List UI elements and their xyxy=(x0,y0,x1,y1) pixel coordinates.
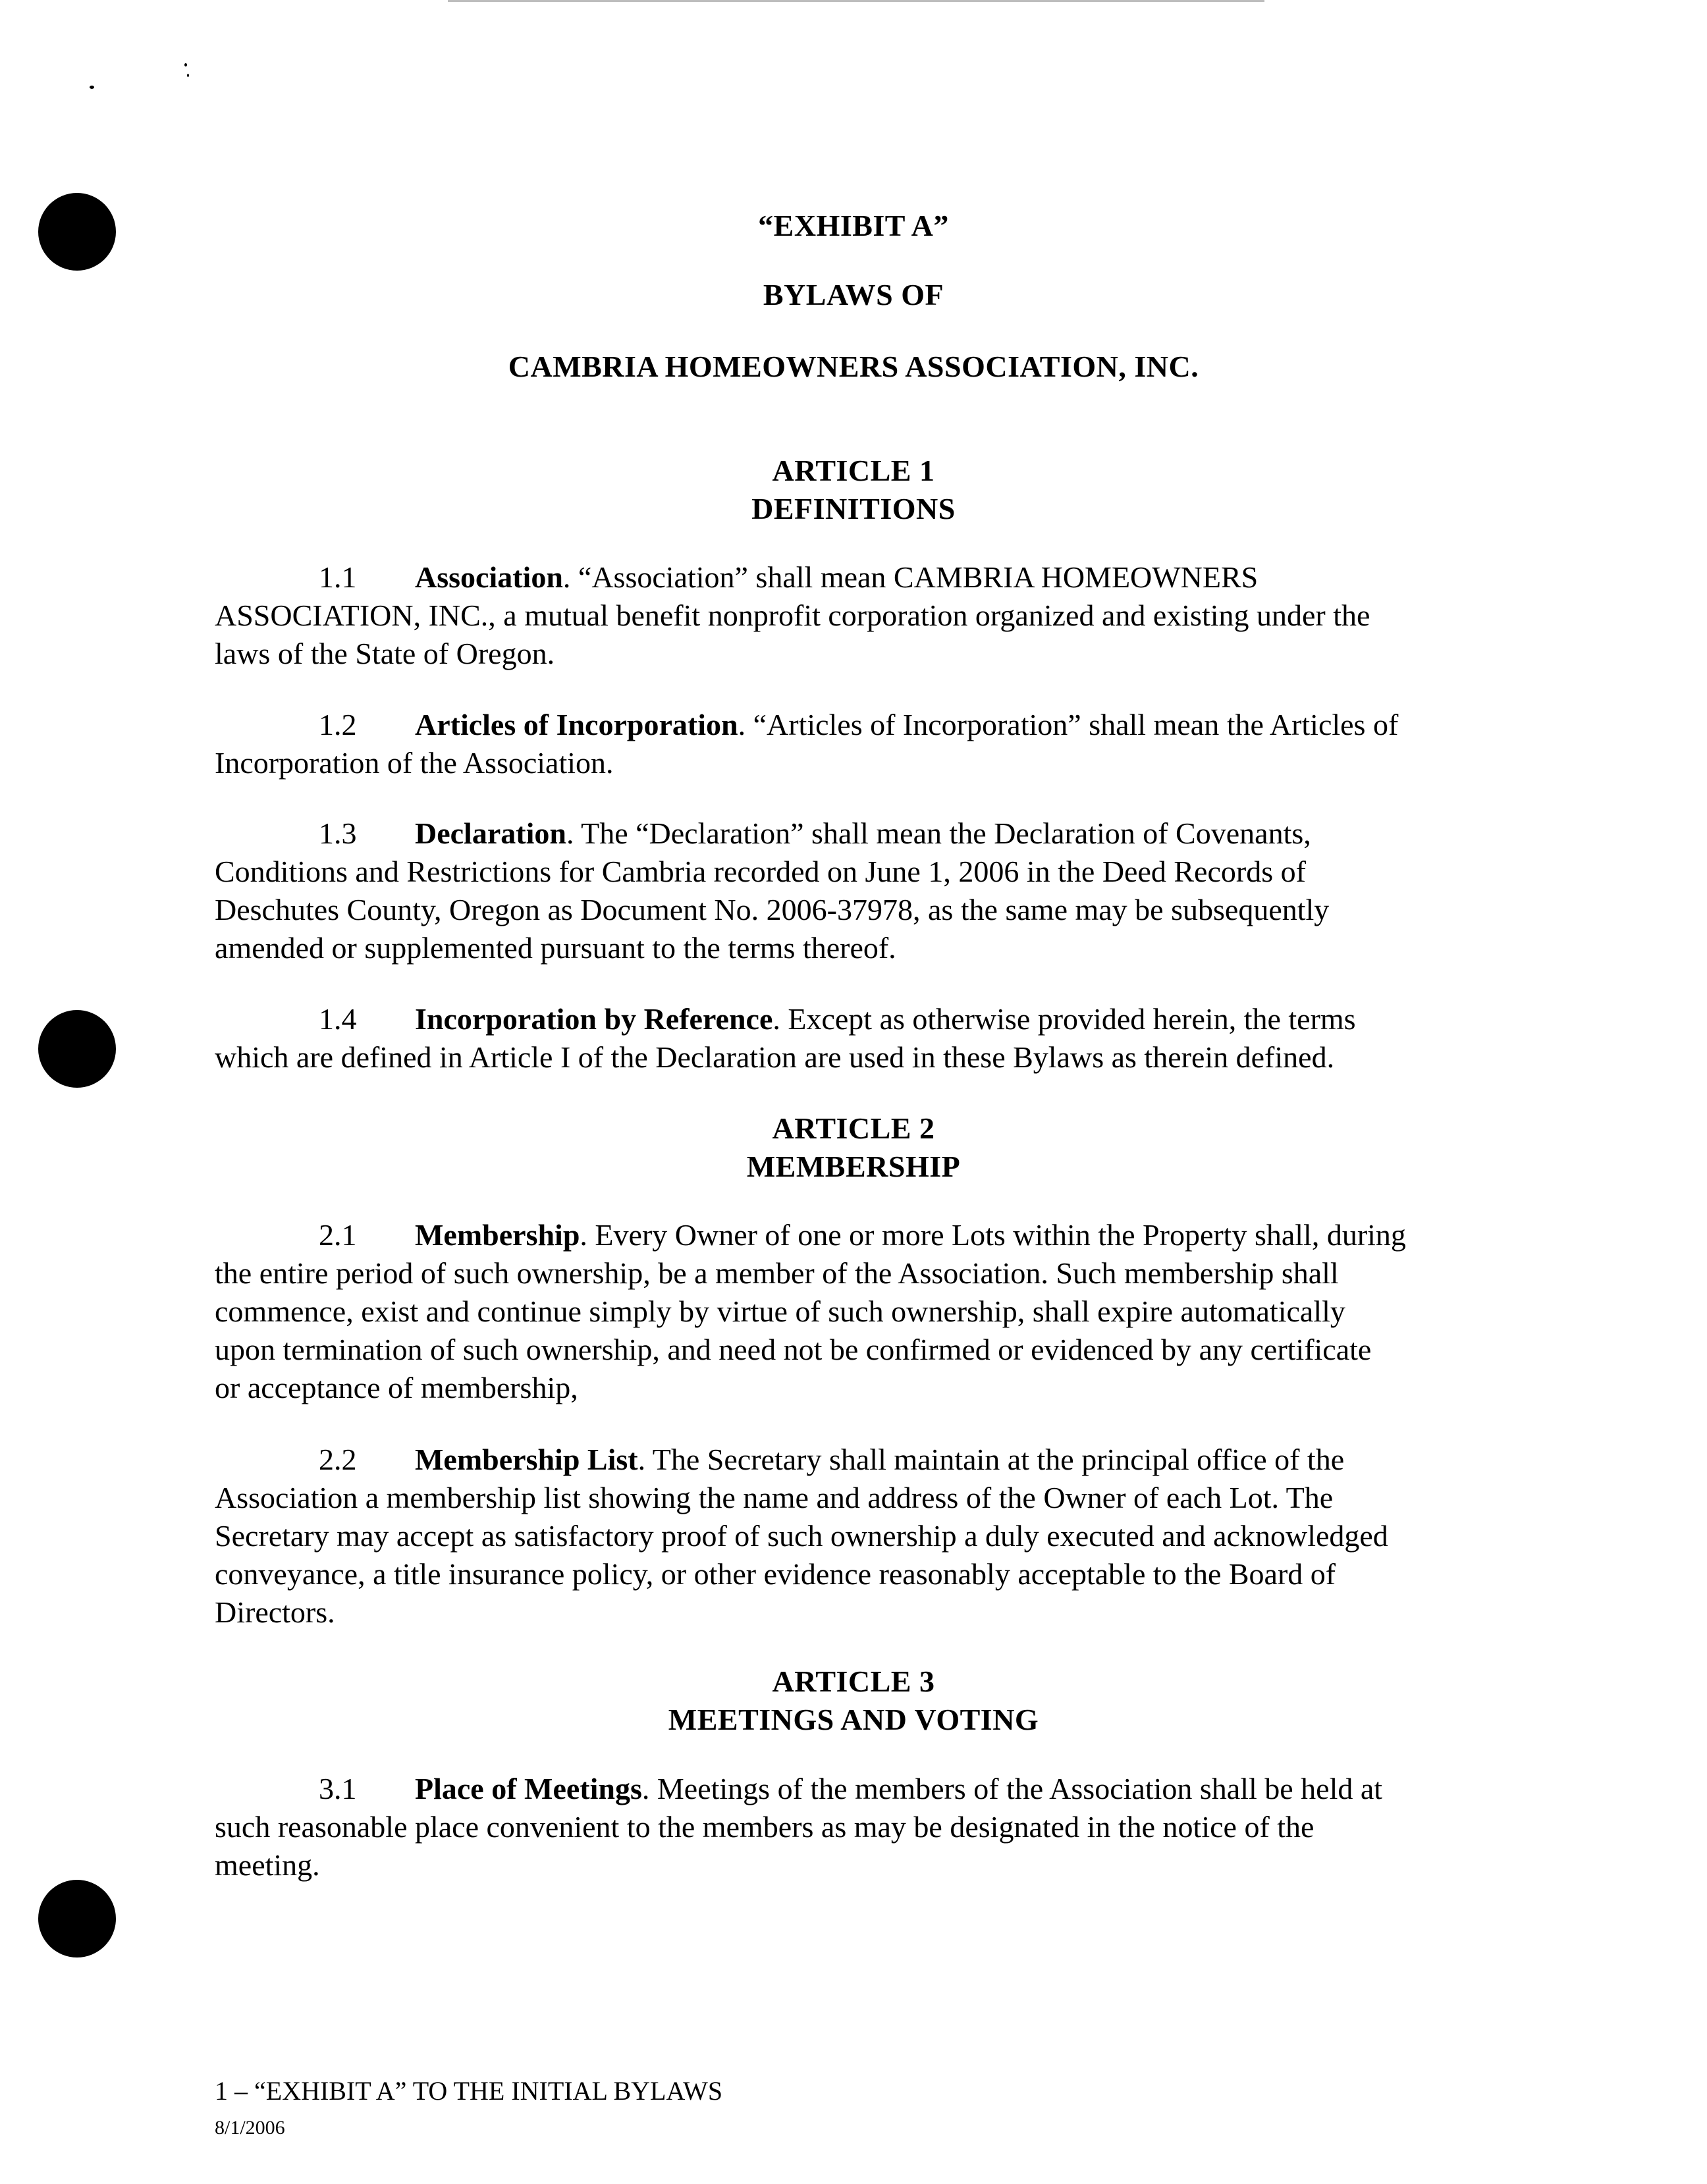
exhibit-title: “EXHIBIT A” xyxy=(758,209,949,242)
section-text-line: Incorporation of the Association. xyxy=(215,746,614,780)
bylaws-of-title: BYLAWS OF xyxy=(763,278,944,311)
scan-speck xyxy=(184,63,187,67)
article-3-number: ARTICLE 3 xyxy=(772,1665,935,1698)
section-text-line: Directors. xyxy=(215,1595,335,1629)
section-number: 1.1 xyxy=(319,560,357,594)
section-term: Articles of Incorporation xyxy=(415,708,738,741)
section-3-1: 3.1 Place of Meetings. Meetings of the members of the Association shall be held at such reasonable place convenient to the members as may be designated in the notice of the meeting. xyxy=(215,1770,1532,1884)
section-1-3: 1.3 Declaration. The “Declaration” shall mean the Declaration of Covenants, Conditions and Restrictions for Cambria recorded on June 1, 2006 in the Deed Records of Deschutes County, Oregon as Document No. 2006-37978, as the same may be subsequently amended or supplemented pursuant to the terms thereof. xyxy=(215,814,1532,967)
section-text-line: amended or supplemented pursuant to the terms thereof. xyxy=(215,931,896,965)
section-number: 1.2 xyxy=(319,708,357,741)
section-term: Place of Meetings xyxy=(415,1772,642,1805)
section-text-line: Deschutes County, Oregon as Document No. 2006-37978, as the same may be subsequently xyxy=(215,893,1330,926)
punch-hole xyxy=(38,1010,116,1088)
section-term: Association xyxy=(415,560,563,594)
section-number: 3.1 xyxy=(319,1772,357,1805)
section-text-line: ASSOCIATION, INC., a mutual benefit nonprofit corporation organized and existing under the xyxy=(215,599,1370,632)
punch-hole xyxy=(38,1880,116,1958)
section-text-line: such reasonable place convenient to the members as may be designated in the notice of the xyxy=(215,1810,1314,1844)
section-number: 1.3 xyxy=(319,816,357,850)
section-1-4: 1.4 Incorporation by Reference. Except as otherwise provided herein, the terms which are defined in Article I of the Declaration are used in these Bylaws as therein defined. xyxy=(215,1000,1532,1077)
section-text-line: The Secretary shall maintain at the principal office of the xyxy=(652,1443,1345,1476)
section-text-line: which are defined in Article I of the Declaration are used in these Bylaws as therein defined. xyxy=(215,1040,1335,1074)
section-2-2: 2.2 Membership List. The Secretary shall maintain at the principal office of the Association a membership list showing the name and address of the Owner of each Lot. The Secretary may accept as satisfactory proof of such ownership a duly executed and acknowledged conveyance, a title insurance policy, or other evidence reasonably acceptable to the Board of Directors. xyxy=(215,1441,1532,1632)
footer-date: 8/1/2006 xyxy=(215,2117,285,2139)
section-term: Incorporation by Reference xyxy=(415,1002,773,1036)
section-text-line: meeting. xyxy=(215,1848,320,1882)
section-number: 2.2 xyxy=(319,1443,357,1476)
section-number: 1.4 xyxy=(319,1002,357,1036)
section-text-line: The “Declaration” shall mean the Declaration of Covenants, xyxy=(581,816,1311,850)
association-name-title: CAMBRIA HOMEOWNERS ASSOCIATION, INC. xyxy=(508,350,1199,383)
section-term: Declaration xyxy=(415,816,566,850)
scan-speck xyxy=(90,86,94,89)
section-1-1: 1.1 Association. “Association” shall mean CAMBRIA HOMEOWNERS ASSOCIATION, INC., a mutual benefit nonprofit corporation organized and existing under the laws of the State of Oregon. xyxy=(215,558,1532,673)
section-2-1: 2.1 Membership. Every Owner of one or more Lots within the Property shall, during the entire period of such ownership, be a member of the Association. Such membership shall commence, exist and continue simply by virtue of such ownership, shall expire automatically upon termination of such ownership, and need not be confirmed or evidenced by any certificate or acceptance of membership, xyxy=(215,1216,1532,1407)
section-text-line: Except as otherwise provided herein, the terms xyxy=(788,1002,1356,1036)
section-1-2: 1.2 Articles of Incorporation. “Articles of Incorporation” shall mean the Articles of Incorporation of the Association. xyxy=(215,706,1532,782)
section-text-line: or acceptance of membership, xyxy=(215,1371,578,1404)
section-term: Membership List xyxy=(415,1443,638,1476)
section-text-line: the entire period of such ownership, be a member of the Association. Such membership shall xyxy=(215,1256,1339,1290)
section-text-line: Association a membership list showing the name and address of the Owner of each Lot. The xyxy=(215,1481,1334,1514)
section-text-line: conveyance, a title insurance policy, or other evidence reasonably acceptable to the Board of xyxy=(215,1557,1336,1591)
section-text-line: Conditions and Restrictions for Cambria recorded on June 1, 2006 in the Deed Records of xyxy=(215,855,1306,888)
article-3-title: MEETINGS AND VOTING xyxy=(668,1703,1039,1736)
section-text-line: commence, exist and continue simply by virtue of such ownership, shall expire automatically xyxy=(215,1294,1345,1328)
section-text-line: Secretary may accept as satisfactory proof of such ownership a duly executed and acknowledged xyxy=(215,1519,1388,1553)
article-2-number: ARTICLE 2 xyxy=(772,1111,935,1145)
section-number: 2.1 xyxy=(319,1218,357,1252)
scan-edge-line xyxy=(448,0,1264,2)
section-text-line: laws of the State of Oregon. xyxy=(215,637,555,670)
section-text-line: “Articles of Incorporation” shall mean the Articles of xyxy=(753,708,1399,741)
section-text-line: Every Owner of one or more Lots within the Property shall, during xyxy=(595,1218,1406,1252)
article-2-title: MEMBERSHIP xyxy=(746,1150,961,1183)
section-text-line: Meetings of the members of the Association shall be held at xyxy=(657,1772,1383,1805)
article-1-number: ARTICLE 1 xyxy=(772,454,935,487)
section-text-line: upon termination of such ownership, and need not be confirmed or evidenced by any certificate xyxy=(215,1333,1372,1366)
section-text-line: “Association” shall mean CAMBRIA HOMEOWNERS xyxy=(578,560,1259,594)
footer-page-label: 1 – “EXHIBIT A” TO THE INITIAL BYLAWS xyxy=(215,2076,723,2106)
scan-speck xyxy=(187,74,189,77)
article-1-title: DEFINITIONS xyxy=(751,492,956,525)
section-term: Membership xyxy=(415,1218,580,1252)
